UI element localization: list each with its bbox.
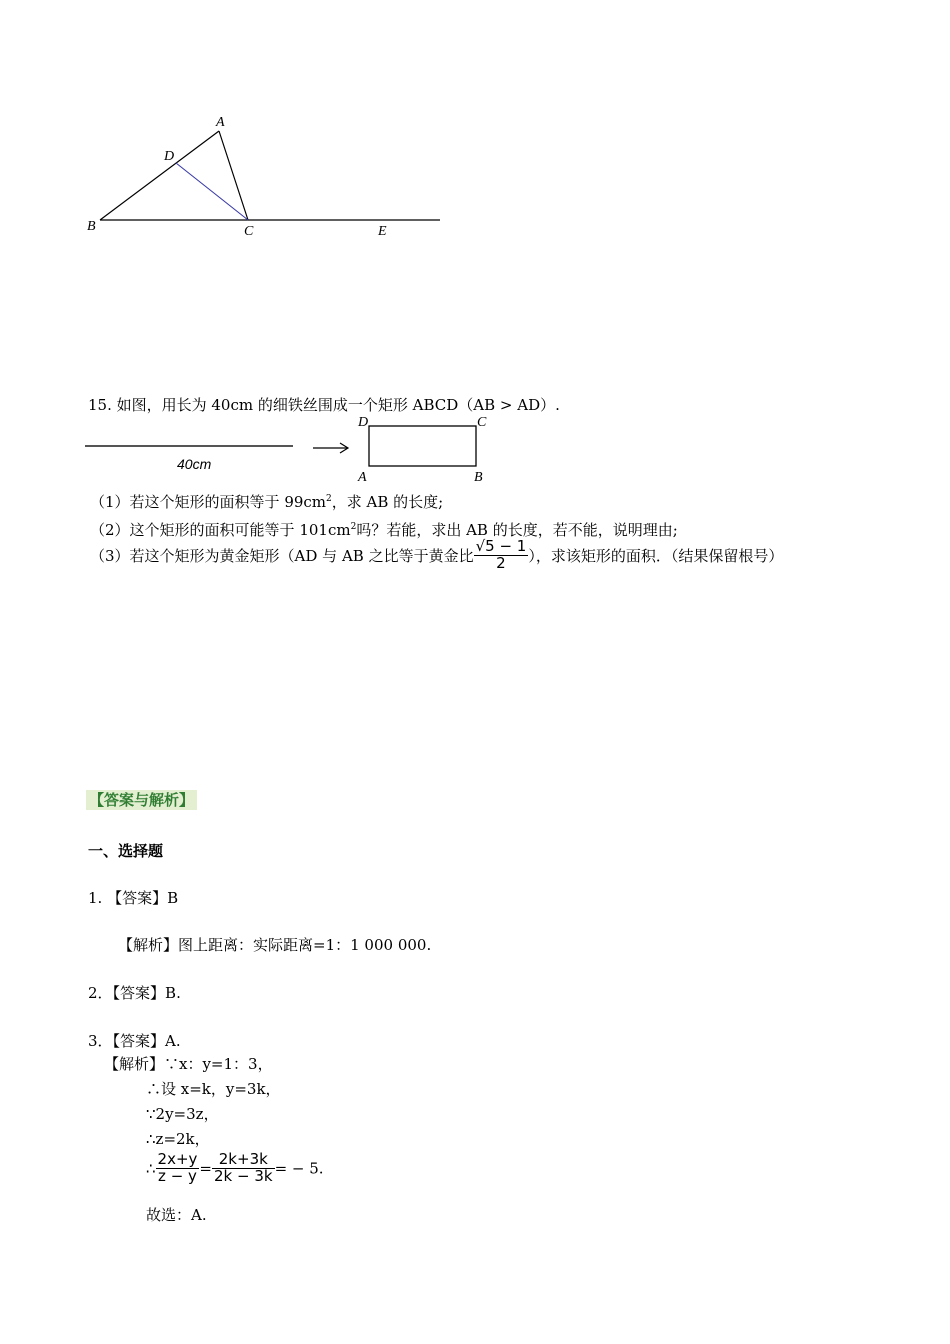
fraction-xy-numerator: 2x+y xyxy=(157,1150,198,1168)
segment-BA xyxy=(100,131,219,220)
answers-header xyxy=(86,789,197,810)
answer-3-analysis-line4: ∴z=2k， xyxy=(146,1130,210,1148)
q15-sub3-tail: ），求该矩形的面积．（结果保留根号） xyxy=(528,546,784,565)
therefore-symbol: ∴ xyxy=(146,1159,156,1178)
fraction-k-numerator: 2k+3k xyxy=(212,1152,275,1169)
fraction-xy-denominator: z − y xyxy=(158,1166,197,1185)
section-title: 一、选择题 xyxy=(88,842,164,860)
answer-3: 3．【答案】A. xyxy=(88,1032,181,1050)
rect-label-A: A xyxy=(358,470,367,485)
q15-stem: 15. 如图，用长为 40cm 的细铁丝围成一个矩形 ABCD（AB > AD）. xyxy=(88,396,560,414)
rect-label-B: B xyxy=(474,470,483,485)
wire-length-label: 40cm xyxy=(177,456,212,472)
q15-sub3-text: （3）若这个矩形为黄金矩形（AD 与 AB 之比等于黄金比 xyxy=(90,546,474,565)
answers-header-label: 【答案与解析】 xyxy=(86,790,197,810)
triangle-figure xyxy=(80,105,460,245)
label-E: E xyxy=(378,224,387,239)
label-B: B xyxy=(87,219,96,234)
q15-sub2-exponent: 2 xyxy=(350,522,357,532)
segment-DC xyxy=(176,163,248,220)
fraction-xy xyxy=(156,1152,200,1185)
q15-sub1-text: （1）若这个矩形的面积等于 99cm xyxy=(90,493,327,511)
answer-3-analysis-line3: ∵2y=3z， xyxy=(146,1105,219,1123)
golden-ratio-denominator: 2 xyxy=(496,553,506,572)
q15-sub2-tail: 吗？若能，求出 AB 的长度，若不能，说明理由; xyxy=(356,521,678,539)
q15-sub2 xyxy=(90,519,678,540)
q15-sub2-text: （2）这个矩形的面积可能等于 101cm xyxy=(90,521,351,539)
answer-3-analysis-line2: ∴设 x=k，y=3k， xyxy=(146,1080,281,1098)
wire-rectangle-figure xyxy=(85,410,505,485)
segment-AC xyxy=(219,131,248,220)
fraction-k xyxy=(212,1152,275,1185)
equals-sign: = xyxy=(199,1159,212,1178)
q15-sub1-exponent: 2 xyxy=(326,494,332,504)
label-A: A xyxy=(216,115,225,130)
rect-label-C: C xyxy=(477,415,487,430)
answer-3-analysis-line5 xyxy=(146,1152,324,1185)
result-value: = − 5. xyxy=(274,1159,324,1178)
golden-ratio-fraction xyxy=(474,539,529,572)
q15-sub1 xyxy=(90,491,443,512)
q15-sub3 xyxy=(90,539,783,572)
fraction-k-denominator: 2k − 3k xyxy=(214,1166,273,1185)
label-C: C xyxy=(244,224,254,239)
label-D: D xyxy=(164,149,175,164)
answer-1: 1. 【答案】B xyxy=(88,889,179,907)
q15-sub1-tail: ，求 AB 的长度; xyxy=(331,493,444,511)
rect-label-D: D xyxy=(358,415,369,430)
golden-ratio-numerator: √5 − 1 xyxy=(475,537,527,555)
answer-1-analysis: 【解析】图上距离：实际距离=1：1 000 000. xyxy=(118,936,432,954)
answer-3-analysis-line1: 【解析】∵x：y=1：3， xyxy=(104,1055,273,1073)
answer-3-conclusion: 故选：A. xyxy=(146,1206,207,1224)
answer-2: 2．【答案】B. xyxy=(88,984,181,1002)
rectangle-ABCD xyxy=(369,426,476,466)
